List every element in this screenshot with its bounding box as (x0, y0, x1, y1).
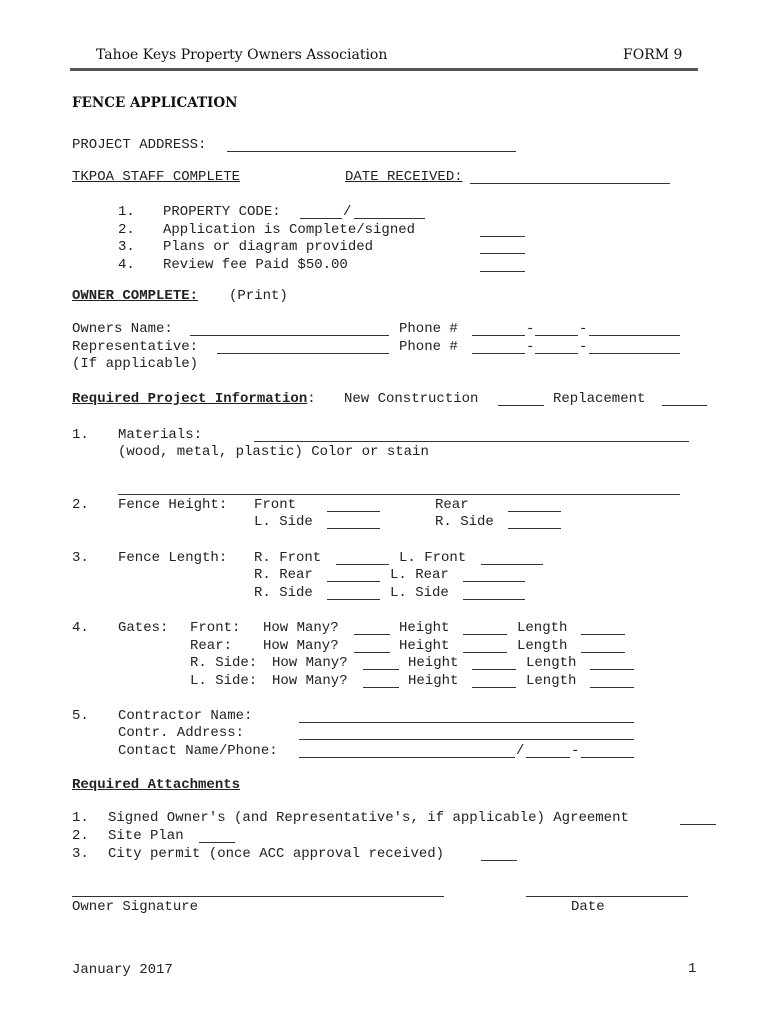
length-l-front-label: L. Front (399, 550, 467, 566)
height-rear-label: Rear (435, 497, 469, 513)
height-front-field[interactable] (327, 511, 380, 512)
if-applicable-note: (If applicable) (72, 356, 199, 372)
gate-r-side-label: R. Side: (190, 655, 258, 671)
header-org: Tahoe Keys Property Owners Association (96, 47, 388, 63)
dash: - (579, 339, 588, 355)
staff-item-num: 4. (118, 257, 135, 273)
materials-sub-label: (wood, metal, plastic) Color or stain (118, 444, 429, 460)
height-r-side-field[interactable] (508, 528, 561, 529)
rep-phone-prefix-field[interactable] (535, 353, 578, 354)
rep-phone-area-field[interactable] (472, 353, 525, 354)
replacement-field[interactable] (662, 405, 707, 406)
dash: - (526, 321, 535, 337)
height-l-side-label: L. Side (254, 514, 313, 530)
new-construction-field[interactable] (498, 405, 544, 406)
length-r-front-field[interactable] (336, 564, 389, 565)
gate-r-side-height-field[interactable] (472, 669, 516, 670)
contractor-name-label: Contractor Name: (118, 708, 253, 724)
fence-height-num: 2. (72, 497, 89, 513)
print-note: (Print) (229, 288, 288, 304)
gate-r-side-how-many-field[interactable] (363, 669, 399, 670)
length-r-side-field[interactable] (327, 599, 380, 600)
rep-phone-line-field[interactable] (589, 353, 680, 354)
fence-height-label: Fence Height: (118, 497, 228, 513)
signed-agreement-field[interactable] (680, 824, 716, 825)
gate-l-side-label: L. Side: (190, 673, 258, 689)
gate-l-side-length-label: Length (526, 673, 577, 689)
length-l-side-label: L. Side (390, 585, 449, 601)
length-r-rear-label: R. Rear (254, 567, 313, 583)
staff-item-property-code: PROPERTY CODE: (163, 204, 281, 220)
contact-label: Contact Name/Phone: (118, 743, 278, 759)
attachments-heading: Required Attachments (72, 777, 241, 793)
gate-rear-length-label: Length (517, 638, 568, 654)
required-info-heading: Required Project Information (72, 391, 308, 407)
length-r-front-label: R. Front (254, 550, 322, 566)
project-address-field[interactable] (227, 151, 516, 152)
attachment-num: 2. (72, 828, 89, 844)
contractor-num: 5. (72, 708, 89, 724)
gate-l-side-how-many-label: How Many? (272, 673, 348, 689)
gate-front-length-label: Length (517, 620, 568, 636)
length-l-rear-label: L. Rear (390, 567, 449, 583)
staff-item-num: 2. (118, 222, 135, 238)
new-construction-label: New Construction (344, 391, 479, 407)
replacement-label: Replacement (553, 391, 646, 407)
owner-complete-heading: OWNER COMPLETE: (72, 288, 199, 304)
attachment-city-permit: City permit (once ACC approval received) (108, 846, 445, 862)
gate-r-side-length-label: Length (526, 655, 577, 671)
gate-r-side-height-label: Height (408, 655, 459, 671)
dash: - (526, 339, 535, 355)
contractor-name-field[interactable] (299, 722, 634, 723)
staff-item-plans-provided: Plans or diagram provided (163, 239, 374, 255)
gate-rear-height-field[interactable] (463, 652, 507, 653)
city-permit-field[interactable] (481, 860, 517, 861)
gate-front-how-many-label: How Many? (263, 620, 339, 636)
slash-separator: / (516, 743, 525, 759)
length-r-rear-field[interactable] (327, 581, 380, 582)
attachment-signed-agreement: Signed Owner's (and Representative's, if applicable) Agreement (108, 810, 629, 826)
gate-l-side-height-label: Height (408, 673, 459, 689)
gate-l-side-length-field[interactable] (590, 687, 634, 688)
owner-phone-label: Phone # (399, 321, 458, 337)
project-address-label: PROJECT ADDRESS: (72, 137, 207, 153)
gate-front-height-label: Height (399, 620, 450, 636)
plans-provided-field[interactable] (480, 253, 525, 254)
contact-phone-prefix-field[interactable] (526, 757, 570, 758)
required-info-colon: : (307, 391, 316, 407)
site-plan-field[interactable] (199, 842, 235, 843)
owner-signature-field[interactable] (72, 896, 444, 897)
attachment-site-plan: Site Plan (108, 828, 184, 844)
length-r-side-label: R. Side (254, 585, 313, 601)
date-received-label: DATE RECEIVED: (345, 169, 463, 185)
materials-field[interactable] (254, 441, 689, 442)
gate-rear-how-many-label: How Many? (263, 638, 339, 654)
footer-date: January 2017 (72, 962, 173, 978)
height-r-side-label: R. Side (435, 514, 494, 530)
staff-item-num: 1. (118, 204, 135, 220)
materials-label: Materials: (118, 427, 203, 443)
length-l-side-field[interactable] (463, 599, 525, 600)
staff-item-review-fee: Review fee Paid $50.00 (163, 257, 348, 273)
staff-item-application-complete: Application is Complete/signed (163, 222, 416, 238)
representative-label: Representative: (72, 339, 199, 355)
attachment-num: 3. (72, 846, 89, 862)
signature-date-label: Date (571, 899, 605, 915)
owner-phone-line-field[interactable] (589, 335, 680, 336)
attachment-num: 1. (72, 810, 89, 826)
fence-length-num: 3. (72, 550, 89, 566)
gate-rear-label: Rear: (190, 638, 233, 654)
review-fee-field[interactable] (480, 271, 525, 272)
length-l-front-field[interactable] (481, 564, 543, 565)
gate-front-label: Front: (190, 620, 241, 636)
gate-rear-height-label: Height (399, 638, 450, 654)
color-stain-field[interactable] (118, 494, 680, 495)
representative-field[interactable] (217, 353, 389, 354)
header-form-number: FORM 9 (623, 47, 683, 63)
slash-separator: / (343, 204, 352, 220)
application-complete-field[interactable] (480, 236, 525, 237)
owner-phone-prefix-field[interactable] (535, 335, 578, 336)
signature-date-field[interactable] (526, 896, 688, 897)
gate-front-height-field[interactable] (463, 634, 507, 635)
gates-num: 4. (72, 620, 89, 636)
gate-l-side-how-many-field[interactable] (363, 687, 399, 688)
staff-item-num: 3. (118, 239, 135, 255)
header-rule (70, 68, 698, 71)
date-received-field[interactable] (470, 183, 670, 184)
page-title: FENCE APPLICATION (72, 95, 238, 111)
contact-name-field[interactable] (299, 757, 515, 758)
owner-signature-label: Owner Signature (72, 899, 199, 915)
dash: - (579, 321, 588, 337)
required-info-line (72, 391, 316, 408)
gate-r-side-length-field[interactable] (590, 669, 634, 670)
page-number: 1 (688, 961, 697, 977)
gate-l-side-height-field[interactable] (472, 687, 516, 688)
gate-front-length-field[interactable] (581, 634, 625, 635)
staff-complete-label: TKPOA STAFF COMPLETE (72, 169, 241, 185)
gate-r-side-how-many-label: How Many? (272, 655, 348, 671)
dash: - (571, 743, 580, 759)
height-front-label: Front (254, 497, 297, 513)
height-rear-field[interactable] (508, 511, 561, 512)
owners-name-label: Owners Name: (72, 321, 173, 337)
contractor-address-field[interactable] (299, 739, 634, 740)
gate-front-how-many-field[interactable] (354, 634, 390, 635)
gate-rear-length-field[interactable] (581, 652, 625, 653)
fence-length-label: Fence Length: (118, 550, 228, 566)
materials-num: 1. (72, 427, 89, 443)
contact-phone-line-field[interactable] (581, 757, 634, 758)
property-code-field-2[interactable] (354, 218, 425, 219)
gates-label: Gates: (118, 620, 169, 636)
height-l-side-field[interactable] (327, 528, 380, 529)
gate-rear-how-many-field[interactable] (354, 652, 390, 653)
rep-phone-label: Phone # (399, 339, 458, 355)
length-l-rear-field[interactable] (463, 581, 525, 582)
property-code-field-1[interactable] (300, 218, 342, 219)
owner-phone-area-field[interactable] (472, 335, 525, 336)
contractor-address-label: Contr. Address: (118, 725, 245, 741)
owners-name-field[interactable] (190, 335, 389, 336)
